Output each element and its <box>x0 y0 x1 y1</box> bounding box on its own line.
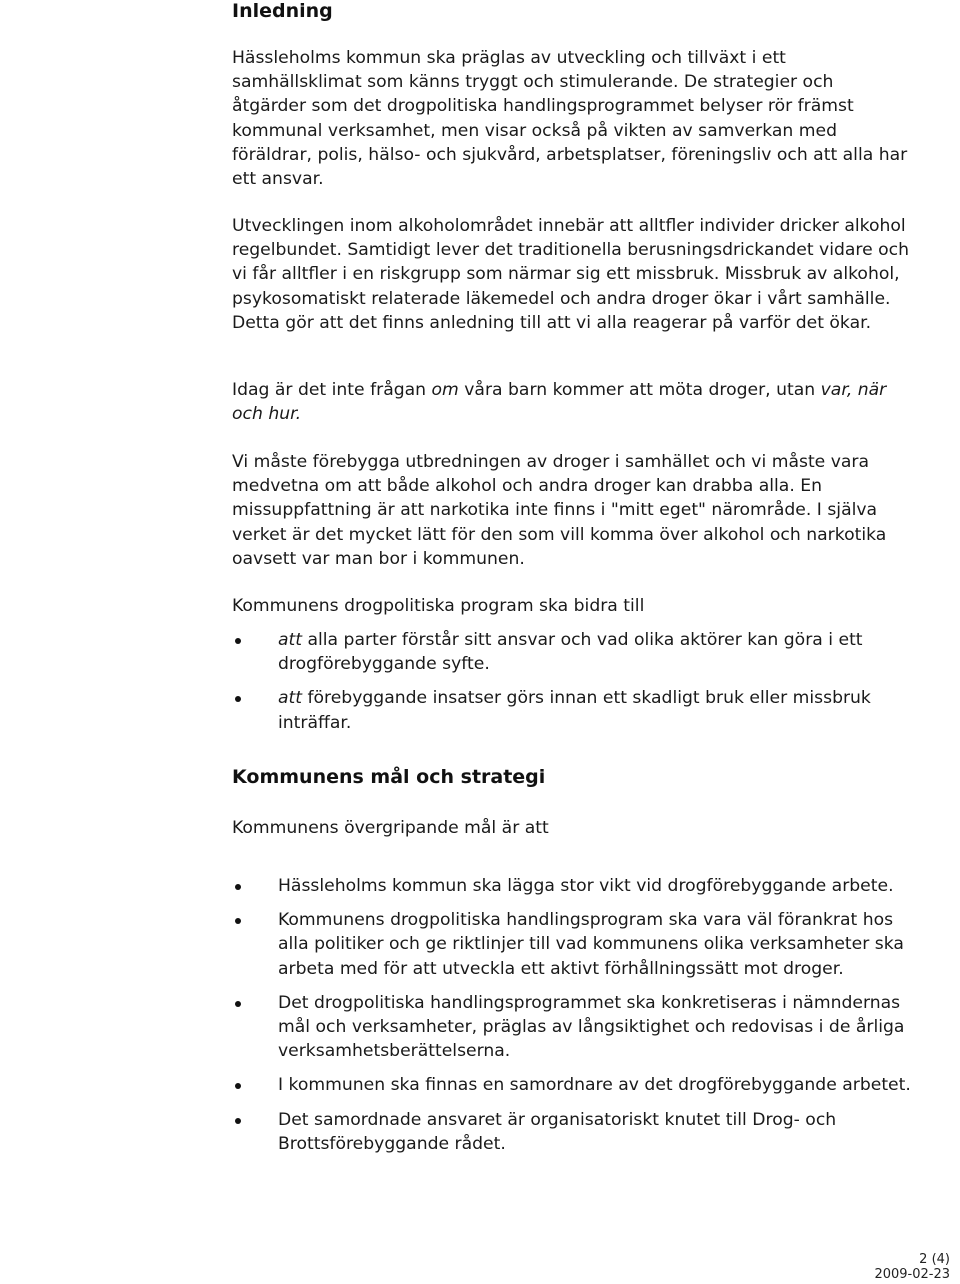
document-date: 2009-02-23 <box>874 1267 950 1282</box>
page-footer <box>874 1252 950 1282</box>
bullet-icon <box>235 1083 241 1089</box>
list-item <box>232 874 922 898</box>
paragraph-prevention: Vi måste förebygga utbredningen av droger i samhället och vi måste vara medvetna om att både alkohol och andra droger kan drabba alla. En missuppfattning är att narkotika inte finns i "mitt eget" närområde. I själva verket är det mycket lätt för den som vill komma över alkohol och narkotika oavsett var man bor i kommunen. <box>232 452 887 569</box>
paragraph-question <box>232 378 912 426</box>
bullet-icon <box>235 1001 241 1007</box>
question-emphasis-om: om <box>431 380 459 400</box>
bullet-icon <box>235 918 241 924</box>
paragraph-program-intro: Kommunens drogpolitiska program ska bidra till <box>232 596 645 616</box>
program-bullet-list <box>232 628 922 735</box>
bullet-icon <box>235 1118 241 1124</box>
bullet-text: Det drogpolitiska handlingsprogrammet ska konkretiseras i nämndernas mål och verksamheter, präglas av långsiktighet och redovisas i de årliga verksamhetsberättelserna. <box>278 992 905 1062</box>
bullet-prefix: att <box>278 688 303 709</box>
list-item <box>232 628 922 676</box>
bullet-prefix: att <box>278 630 303 650</box>
bullet-text: I kommunen ska finnas en samordnare av det drogförebyggande arbetet. <box>278 1075 911 1096</box>
question-text-start: Idag är det inte frågan <box>232 380 432 400</box>
page-number: 2 (4) <box>919 1252 950 1267</box>
paragraph-alcohol: Utvecklingen inom alkoholområdet innebär att alltfler individer dricker alkohol regelbundet. Samtidigt lever det traditionella berusningsdrickandet vidare och vi får alltfler i en riskgrupp som närmar sig ett missbruk. Missbruk av alkohol, psykosomatiskt relaterade läkemedel och andra droger ökar i vårt samhälle. Detta gör att det finns anledning till att vi alla reagerar på varför det ökar. <box>232 216 910 333</box>
bullet-text: Det samordnade ansvaret är organisatoriskt knutet till Drog- och Brottsförebyggande rådet. <box>278 1109 837 1154</box>
question-emphasis-end: var, när och hur. <box>232 380 887 425</box>
list-item <box>232 686 922 734</box>
bullet-icon <box>235 638 241 644</box>
section-heading-goals: Kommunens mål och strategi <box>232 766 546 788</box>
paragraph-goals-intro: Kommunens övergripande mål är att <box>232 818 549 838</box>
bullet-text: alla parter förstår sitt ansvar och vad olika aktörer kan göra i ett drogförebyggande syfte. <box>278 630 863 675</box>
question-text-mid: våra barn kommer att möta droger, utan <box>458 380 821 400</box>
list-item <box>232 991 922 1064</box>
paragraph-intro: Hässleholms kommun ska präglas av utveckling och tillväxt i ett samhällsklimat som känns tryggt och stimulerande. De strategier och åtgärder som det drogpolitiska handlingsprogrammet belyser rör främst kommunal verksamhet, men visar också på vikten av samverkan med föräldrar, polis, hälso- och sjukvård, arbetsplatser, föreningsliv och att alla har ett ansvar. <box>232 48 908 190</box>
bullet-text: Kommunens drogpolitiska handlingsprogram ska vara väl förankrat hos alla politiker och ge riktlinjer till vad kommunens olika verksamheter ska arbeta med för att utveckla ett aktivt förhållningssätt mot droger. <box>278 910 904 979</box>
bullet-icon <box>235 696 241 702</box>
bullet-text: förebyggande insatser görs innan ett skadligt bruk eller missbruk inträffar. <box>278 688 871 733</box>
list-item <box>232 1073 922 1097</box>
list-item <box>232 1108 922 1156</box>
goal-bullet-list <box>232 874 922 1156</box>
bullet-text: Hässleholms kommun ska lägga stor vikt vid drogförebyggande arbete. <box>278 876 894 896</box>
section-heading-intro: Inledning <box>232 0 333 22</box>
bullet-icon <box>235 884 241 890</box>
list-item <box>232 908 922 981</box>
